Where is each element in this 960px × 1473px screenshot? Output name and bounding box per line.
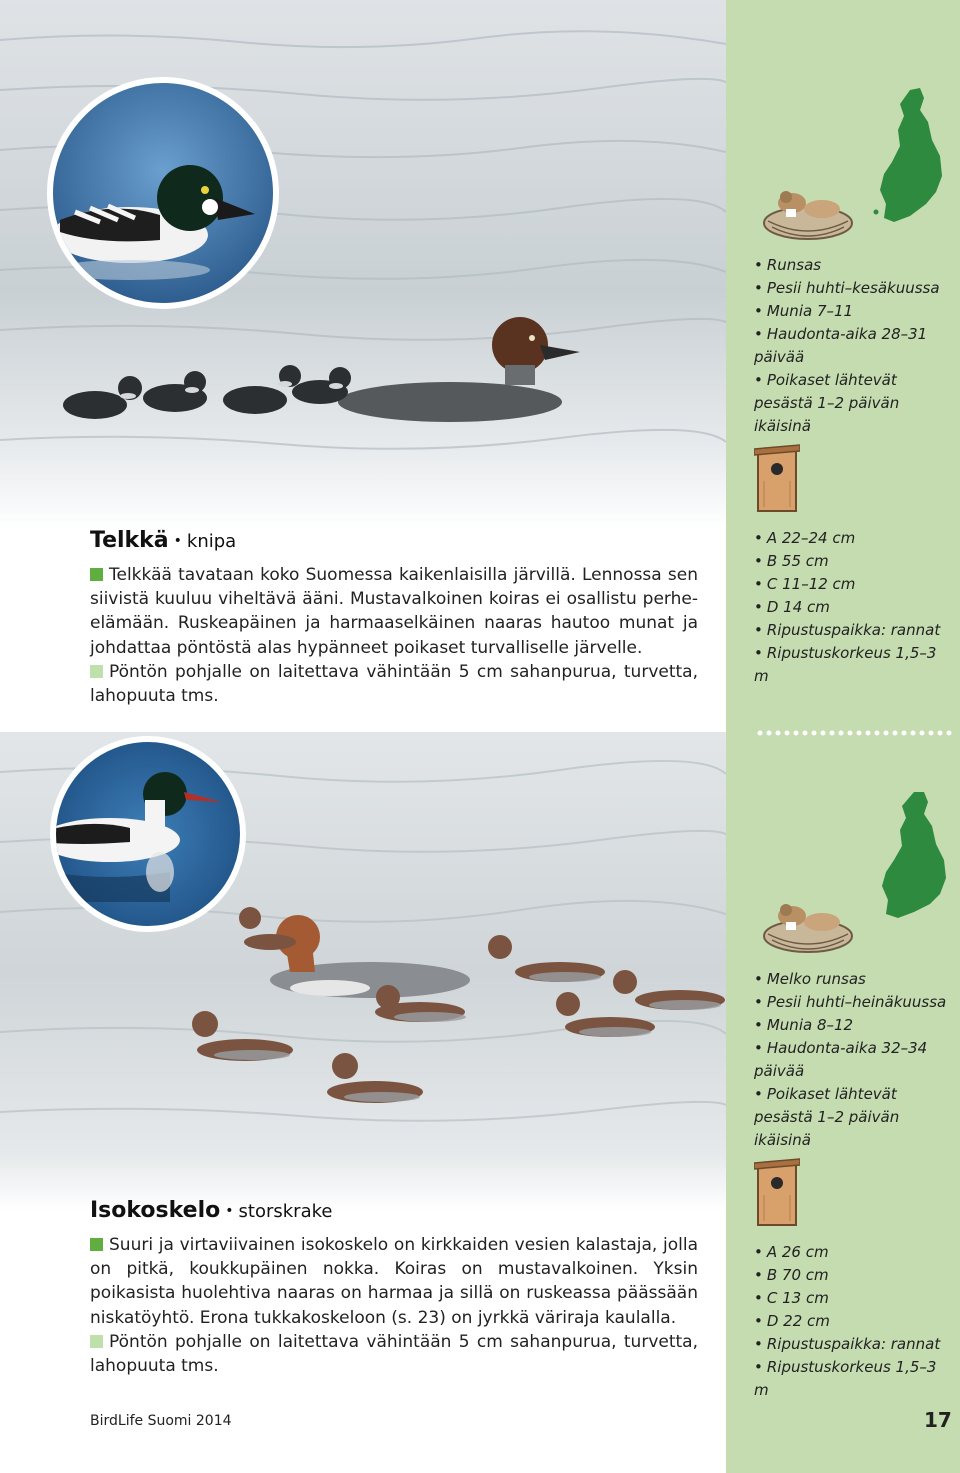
breeding-fact-item [754,1083,954,1152]
goldeneye-photo-image [0,0,726,530]
nest-icon [760,898,856,956]
breeding-fact-item: • Runsas [754,254,954,277]
breeding-fact-item [754,1037,954,1083]
box-fact-item: • Ripustuskorkeus 1,5–3 m [754,642,954,688]
breeding-fact-text: Poikaset lähtevät pesästä 1–2 päivän ikäisinä [754,1085,900,1149]
breeding-fact-item [754,323,954,369]
goosander-photo [0,732,726,1212]
species-other-name: knipa [186,531,237,552]
box-fact-item: • C 11–12 cm [754,573,954,596]
breeding-fact-item: • Melko runsas [754,968,954,991]
box-fact-item: • B 55 cm [754,550,954,573]
box-fact-item: • Ripustuspaikka: rannat [754,619,954,642]
species-name: Telkkä [90,528,169,553]
goldeneye-photo [0,0,726,530]
nest-box-icon [754,441,800,513]
breeding-fact-item: • Pesii huhti–heinäkuussa [754,991,954,1014]
box-facts-list-2 [754,1241,954,1402]
bullet-square-icon [90,1335,103,1348]
bullet-square-icon [90,568,103,581]
box-fact-item: • C 13 cm [754,1287,954,1310]
nest-box-icon [754,1155,800,1227]
breeding-facts-list-1 [754,254,954,438]
description-text: Suuri ja virtaviivainen isokoskelo on kirkkaiden vesien kalastaja, jolla on pitkä, koukkupäinen nokka. Koiras on mustavalkoinen. Yksin poikasista huolehtiva naaras on harmaa ja sillä on ruskeassa päässään niskatöyhtö. Erona tukkakoskeloon (s. 23) on jyrkkä väriraja kaulalla. [90,1235,698,1328]
box-fact-item: • Ripustuskorkeus 1,5–3 m [754,1356,954,1402]
breeding-fact-item: • Munia 8–12 [754,1014,954,1037]
finland-map-icon [870,86,946,226]
breeding-fact-item: • Munia 7–11 [754,300,954,323]
box-fact-item: • B 70 cm [754,1264,954,1287]
species-title-isokoskelo: Isokoskelo • storskrake [90,1198,333,1223]
note-text: Pöntön pohjalle on laitettava vähintään 5 cm sahanpurua, turvetta, lahopuuta tms. [90,661,698,707]
box-fact-item: • A 26 cm [754,1241,954,1264]
species-title-telkka: Telkkä • knipa [90,528,237,553]
species-description-telkka [90,563,698,708]
nest-icon [760,185,856,243]
breeding-fact-text: Haudonta-aika 28–31 päivää [754,325,928,366]
box-fact-item: • D 14 cm [754,596,954,619]
box-fact-item: • D 22 cm [754,1310,954,1333]
breeding-fact-text: Haudonta-aika 32–34 päivää [754,1039,928,1080]
goosander-photo-image [0,732,726,1212]
species-description-isokoskelo [90,1233,698,1378]
breeding-fact-item [754,369,954,438]
note-text: Pöntön pohjalle on laitettava vähintään 5 cm sahanpurua, turvetta, lahopuuta tms. [90,1331,698,1377]
species-name: Isokoskelo [90,1198,221,1223]
box-fact-item: • Ripustuspaikka: rannat [754,1333,954,1356]
box-facts-list-1 [754,527,954,688]
finland-map-icon [872,790,952,920]
description-text: Telkkää tavataan koko Suomessa kaikenlaisilla järvillä. Lennossa sen siivistä kuuluu viheltävä ääni. Mustavalkoinen koiras ei osallistu perhe-elämään. Ruskeapäinen ja harmaaselkäinen naaras hautoo munat ja johdattaa pöntöstä alas hypänneet poikaset turvalliselle järvelle. [90,565,698,658]
section-divider [757,729,957,737]
breeding-fact-item: • Pesii huhti–kesäkuussa [754,277,954,300]
species-other-name: storskrake [238,1201,333,1222]
breeding-fact-text: Poikaset lähtevät pesästä 1–2 päivän ikäisinä [754,371,900,435]
bullet-square-icon [90,1238,103,1251]
breeding-facts-list-2 [754,968,954,1152]
bullet-square-icon [90,665,103,678]
box-fact-item: • A 22–24 cm [754,527,954,550]
footer-publisher: BirdLife Suomi 2014 [90,1413,232,1429]
page-number: 17 [924,1408,952,1432]
